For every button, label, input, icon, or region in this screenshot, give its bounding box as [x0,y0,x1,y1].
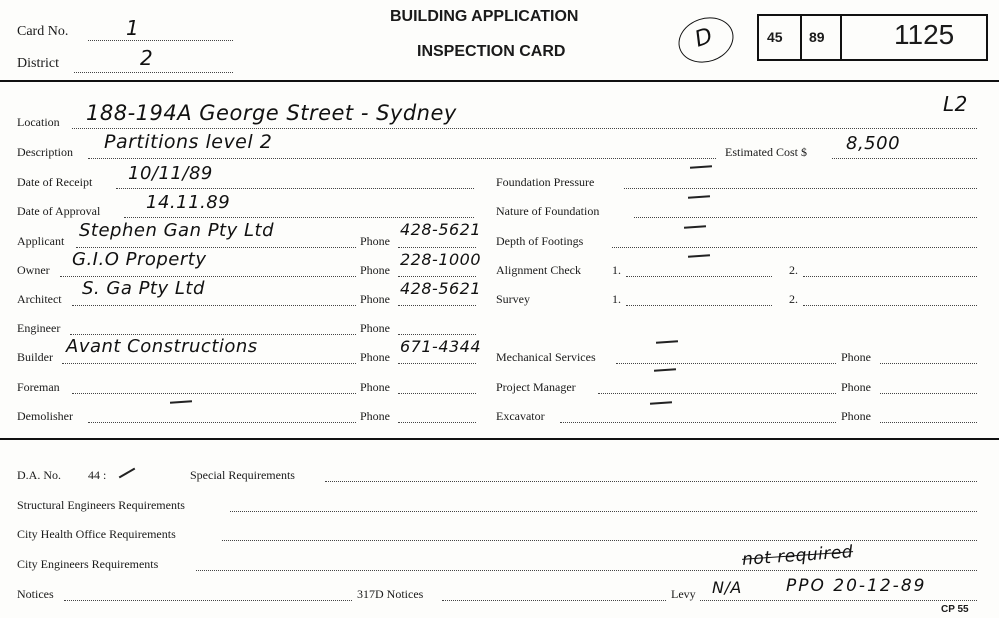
survey-1-label: 1. [612,292,621,306]
foundation-pressure-label: Foundation Pressure [496,175,595,189]
builder-phone-value: 671-4344 [400,337,482,356]
project-manager-label: Project Manager [496,380,576,394]
builder-label: Builder [17,350,53,364]
owner-label: Owner [17,263,50,277]
mechanical-phone-label: Phone [841,350,871,364]
estimated-cost-value: 8,500 [846,133,901,154]
box-code-b: 89 [809,29,825,45]
da-no-mark [119,468,136,479]
structural-engineers-label: Structural Engineers Requirements [17,498,185,512]
form-title-line2: INSPECTION CARD [417,43,566,60]
date-approval-label: Date of Approval [17,204,101,218]
description-label: Description [17,145,73,159]
location-label: Location [17,115,60,129]
location-value: 188-194A George Street - Sydney [86,101,457,125]
architect-phone-value: 428-5621 [400,279,482,298]
excavator-phone-label: Phone [841,409,871,423]
description-value: Partitions level 2 [104,131,273,153]
builder-value: Avant Constructions [66,336,258,357]
circled-mark: D [673,10,740,69]
da-no-label: D.A. No. [17,468,61,482]
district-label: District [17,56,59,71]
alignment-2-label: 2. [789,263,798,277]
survey-label: Survey [496,292,530,306]
special-requirements-label: Special Requirements [190,468,295,482]
owner-value: G.I.O Property [72,249,207,270]
notices-label: Notices [17,587,54,601]
date-approval-value: 14.11.89 [146,192,231,213]
depth-footings-label: Depth of Footings [496,234,584,248]
levy-value: N/A [712,578,742,597]
owner-phone-label: Phone [360,263,390,277]
foreman-label: Foreman [17,380,60,394]
architect-phone-label: Phone [360,292,390,306]
card-no-value: 1 [126,16,140,40]
applicant-phone-value: 428-5621 [400,220,482,239]
nature-foundation-label: Nature of Foundation [496,204,600,218]
engineer-label: Engineer [17,321,61,335]
box-code-a: 45 [767,29,783,45]
alignment-check-label: Alignment Check [496,263,581,277]
builder-phone-label: Phone [360,350,390,364]
form-title-line1: BUILDING APPLICATION [390,8,579,25]
city-engineers-value: not required [741,542,854,570]
form-code: CP 55 [941,604,969,615]
excavator-label: Excavator [496,409,545,423]
date-receipt-value: 10/11/89 [128,163,213,184]
architect-label: Architect [17,292,62,306]
alignment-1-label: 1. [612,263,621,277]
applicant-label: Applicant [17,234,65,248]
da-no-value: 44 : [88,468,107,482]
district-value: 2 [140,46,154,70]
project-manager-phone-label: Phone [841,380,871,394]
demolisher-phone-label: Phone [360,409,390,423]
card-no-label: Card No. [17,24,69,39]
architect-value: S. Ga Pty Ltd [82,278,205,299]
corner-note: L2 [943,92,968,116]
levy-label: Levy [671,587,696,601]
applicant-value: Stephen Gan Pty Ltd [79,220,275,241]
city-health-label: City Health Office Requirements [17,527,176,541]
owner-phone-value: 228-1000 [400,250,482,269]
survey-2-label: 2. [789,292,798,306]
demolisher-label: Demolisher [17,409,73,423]
foreman-phone-label: Phone [360,380,390,394]
card-number: 1125 [894,19,955,50]
applicant-phone-label: Phone [360,234,390,248]
levy-note: PPO 20-12-89 [786,576,927,596]
notices-317d-label: 317D Notices [357,587,424,601]
date-receipt-label: Date of Receipt [17,175,93,189]
estimated-cost-label: Estimated Cost $ [725,145,807,159]
mechanical-services-label: Mechanical Services [496,350,596,364]
city-engineers-label: City Engineers Requirements [17,557,159,571]
engineer-phone-label: Phone [360,321,390,335]
